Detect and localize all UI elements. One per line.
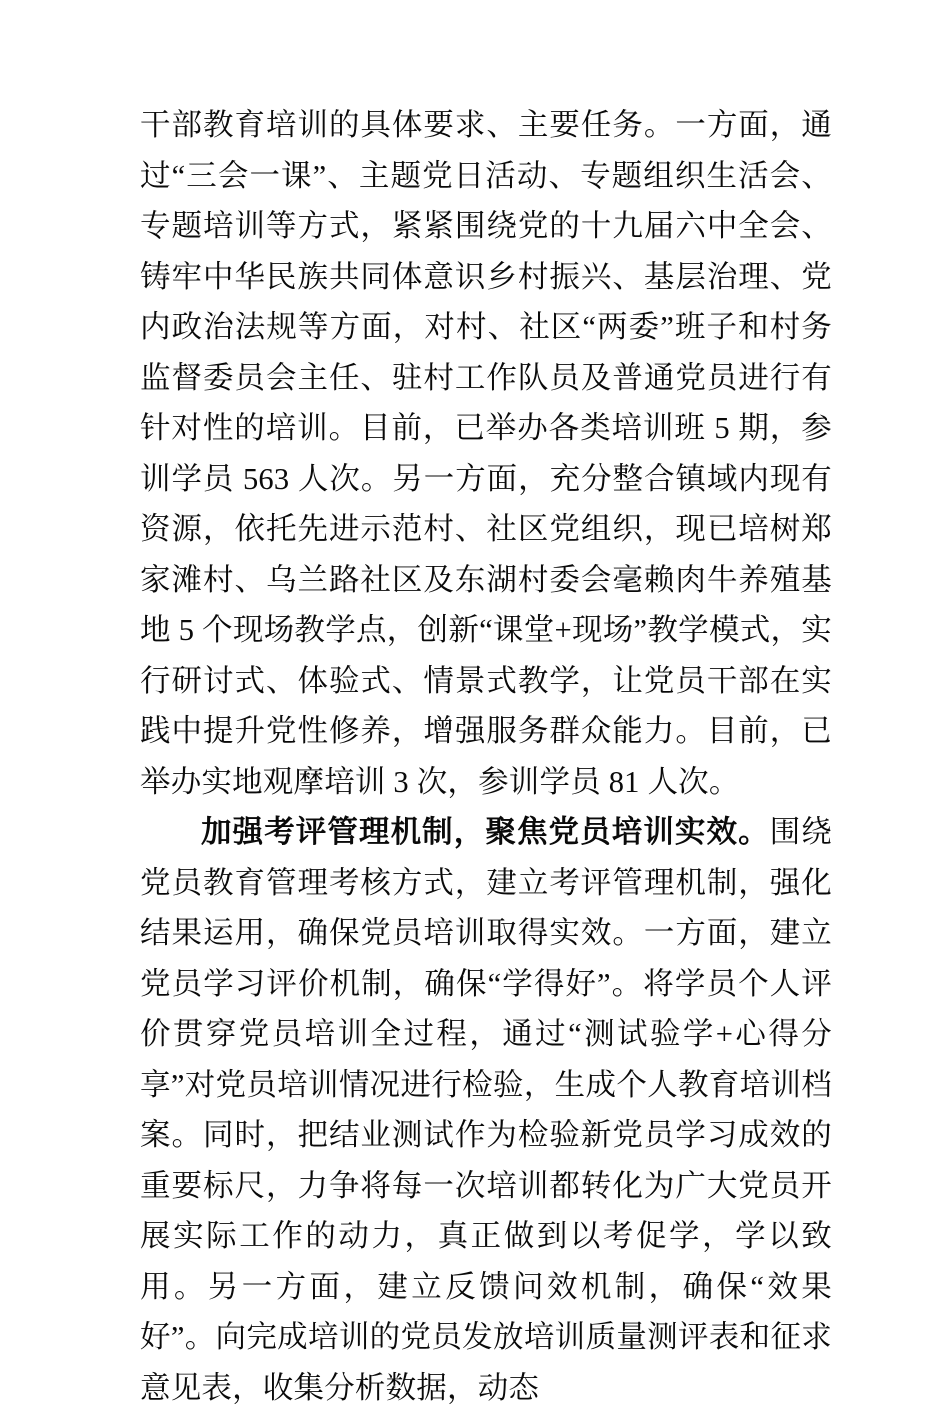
document-body [140,100,832,1413]
paragraph-2-heading-run: 加强考评管理机制，聚焦党员培训实效。 [201,815,770,849]
paragraph-2 [140,807,832,1413]
paragraph-1-text: 干部教育培训的具体要求、主要任务。一方面，通过“三会一课”、主题党日活动、专题组织生活会、专题培训等方式，紧紧围绕党的十九届六中全会、铸牢中华民族共同体意识乡村振兴、基层治理、党内政治法规等方面，对村、社区“两委”班子和村务监督委员会主任、驻村工作队员及普通党员进行有针对性的培训。目前，已举办各类培训班 5 期，参训学员 563 人次。另一方面，充分整合镇域内现有资源，依托先进示范村、社区党组织，现已培树郑家滩村、乌兰路社区及东湖村委会毫赖肉牛养殖基地 5 个现场教学点，创新“课堂+现场”教学模式，实行研讨式、体验式、情景式教学，让党员干部在实践中提升党性修养，增强服务群众能力。目前，已举办实地观摩培训 3 次，参训学员 81 人次。 [140,108,832,799]
paragraph-2-text: 围绕党员教育管理考核方式，建立考评管理机制，强化结果运用，确保党员培训取得实效。一方面，建立党员学习评价机制，确保“学得好”。将学员个人评价贯穿党员培训全过程，通过“测试验学+心得分享”对党员培训情况进行检验，生成个人教育培训档案。同时，把结业测试作为检验新党员学习成效的重要标尺，力争将每一次培训都转化为广大党员开展实际工作的动力，真正做到以考促学，学以致用。另一方面，建立反馈问效机制，确保“效果好”。向完成培训的党员发放培训质量测评表和征求意见表，收集分析数据，动态 [140,815,832,1405]
paragraph-1 [140,100,832,807]
